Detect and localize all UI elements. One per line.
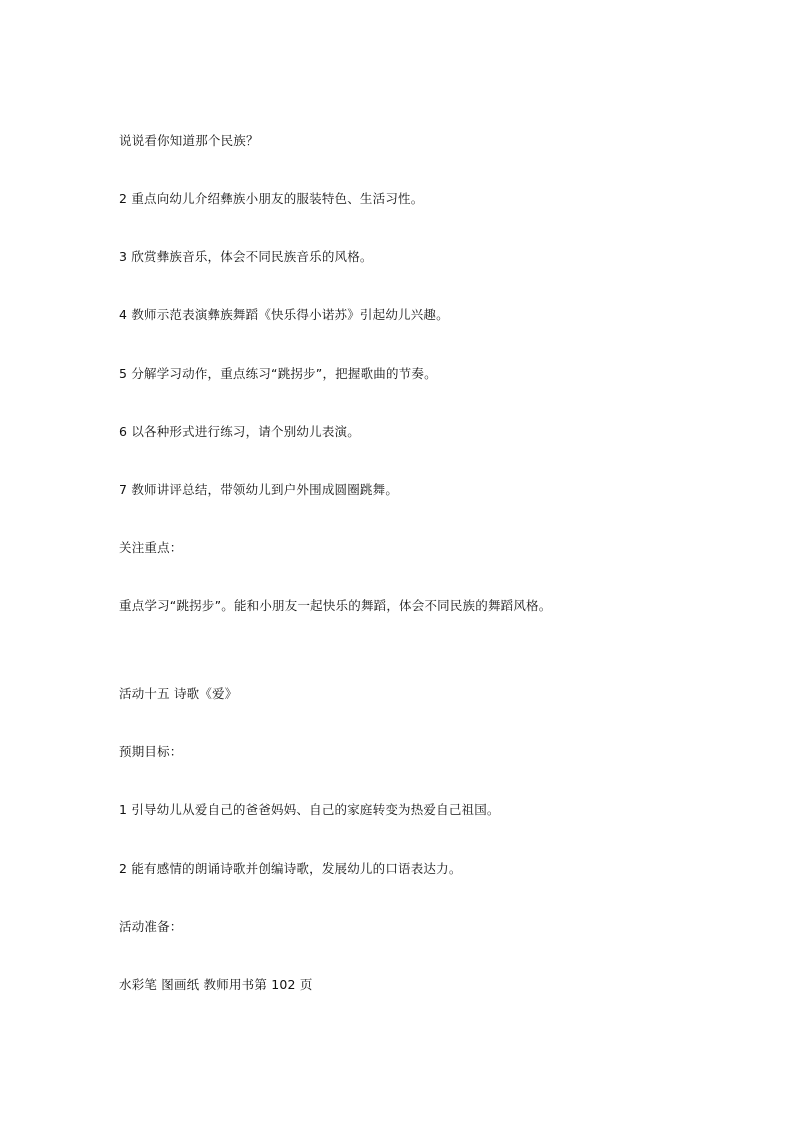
paragraph-step-4: 4 教师示范表演彝族舞蹈《快乐得小诺苏》引起幼儿兴趣。 — [119, 307, 449, 322]
section-heading-goals: 预期目标： — [119, 744, 183, 759]
paragraph-materials: 水彩笔 图画纸 教师用书第 102 页 — [119, 977, 313, 992]
paragraph-step-5: 5 分解学习动作，重点练习“跳拐步”，把握歌曲的节奏。 — [119, 366, 437, 381]
section-heading-focus: 关注重点： — [119, 540, 183, 555]
paragraph-step-7: 7 教师讲评总结，带领幼儿到户外围成圆圈跳舞。 — [119, 482, 399, 497]
paragraph-question: 说说看你知道那个民族？ — [119, 133, 259, 148]
paragraph-focus: 重点学习“跳拐步”。能和小朋友一起快乐的舞蹈，体会不同民族的舞蹈风格。 — [119, 598, 552, 613]
section-heading-preparation: 活动准备： — [119, 919, 183, 934]
paragraph-goal-1: 1 引导幼儿从爱自己的爸爸妈妈、自己的家庭转变为热爱自己祖国。 — [119, 802, 500, 817]
activity-title: 活动十五 诗歌《爱》 — [119, 686, 238, 701]
paragraph-step-2: 2 重点向幼儿介绍彝族小朋友的服装特色、生活习性。 — [119, 191, 424, 206]
paragraph-step-3: 3 欣赏彝族音乐，体会不同民族音乐的风格。 — [119, 249, 373, 264]
paragraph-goal-2: 2 能有感情的朗诵诗歌并创编诗歌，发展幼儿的口语表达力。 — [119, 861, 462, 876]
paragraph-step-6: 6 以各种形式进行练习，请个别幼儿表演。 — [119, 424, 360, 439]
